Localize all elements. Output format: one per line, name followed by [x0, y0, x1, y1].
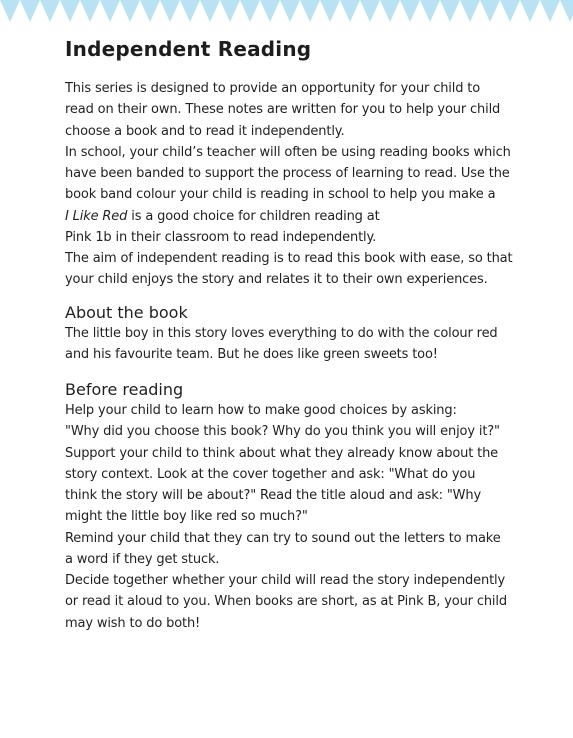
- page-content: [65, 36, 515, 634]
- before-line: Remind your child that they can try to sound out the letters to make: [65, 530, 501, 546]
- before-line: "Why did you choose this book? Why do you think you will enjoy it?": [65, 424, 500, 440]
- intro-line: book band colour your child is reading in school to help you make a: [65, 187, 496, 203]
- before-line: think the story will be about?" Read the title aloud and ask: "Why: [65, 488, 482, 503]
- intro-section: [65, 78, 515, 291]
- about-heading: About the book: [65, 302, 188, 322]
- zigzag-border: [0, 0, 573, 26]
- intro-line: This series is designed to provide an opportunity for your child to: [65, 81, 481, 96]
- before-line: Help your child to learn how to make good choices by asking:: [65, 403, 457, 418]
- before-line: Support your child to think about what they already know about the: [65, 445, 499, 461]
- page-title: Independent Reading: [65, 37, 312, 61]
- intro-line: Pink 1b in their classroom to read independently.: [65, 229, 377, 245]
- intro-line: [65, 206, 515, 227]
- before-heading: Before reading: [65, 380, 184, 399]
- before-line: Decide together whether your child will read the story independently: [65, 573, 506, 588]
- intro-line: The aim of independent reading is to read this book with ease, so that: [65, 251, 513, 266]
- intro-line-rest: is a good choice for children reading at: [127, 208, 380, 224]
- before-line: may wish to do both!: [65, 615, 201, 631]
- before-line: story context. Look at the cover together and ask: "What do you: [65, 466, 476, 482]
- before-line: a word if they get stuck.: [65, 551, 220, 567]
- about-section: [65, 302, 515, 366]
- intro-line: have been banded to support the process of learning to read. Use the: [65, 166, 510, 181]
- about-line: and his favourite team. But he does like green sweets too!: [65, 346, 438, 362]
- before-line: might the little boy like red so much?": [65, 509, 308, 525]
- before-section: [65, 379, 515, 634]
- intro-line: choose a book and to read it independently.: [65, 123, 345, 139]
- about-line: The little boy in this story loves everything to do with the colour red: [65, 325, 498, 341]
- before-line: or read it aloud to you. When books are short, as at Pink B, your child: [65, 594, 507, 610]
- intro-line: read on their own. These notes are written for you to help your child: [65, 102, 501, 118]
- intro-line: your child enjoys the story and relates it to their own experiences.: [65, 272, 488, 288]
- book-title: I Like Red: [65, 208, 128, 224]
- intro-line: In school, your child’s teacher will often be using reading books which: [65, 144, 511, 160]
